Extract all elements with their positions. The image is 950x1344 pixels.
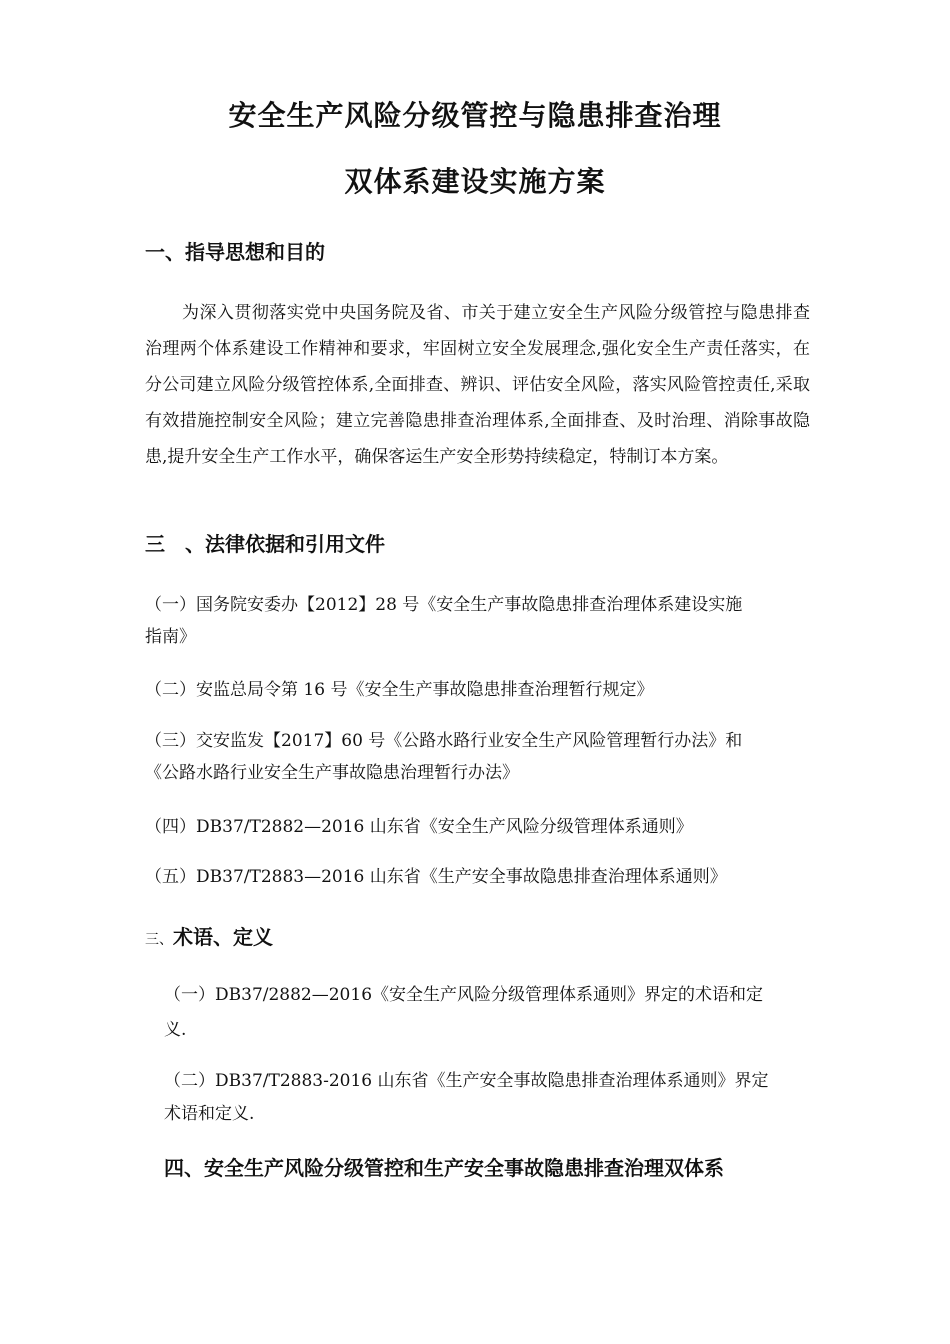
section-heading-terms-prefix: 三、 [145,932,173,948]
terms-item-1-line2: 义. [164,1020,187,1040]
terms-item-1-line1: （一）DB37/2882—2016《安全生产风险分级管理体系通则》界定的术语和定 [164,985,764,1005]
legal-basis-item-3-line1: （三）交安监发【2017】60 号《公路水路行业安全生产风险管理暂行办法》和 [145,731,743,751]
section-heading-terms-text: 术语、定义 [173,925,273,949]
legal-basis-item-1-line1: （一）国务院安委办【2012】28 号《安全生产事故隐患排查治理体系建设实施 [145,595,743,615]
legal-basis-item-3-line2: 《公路水路行业安全生产事故隐患治理暂行办法》 [145,763,519,783]
terms-item-2-line1: （二）DB37/T2883-2016 山东省《生产安全事故隐患排查治理体系通则》界定 [164,1071,769,1091]
legal-basis-item-2: （二）安监总局令第 16 号《安全生产事故隐患排查治理暂行规定》 [145,680,654,700]
guiding-ideas-paragraph: 为深入贯彻落实党中央国务院及省、市关于建立安全生产风险分级管控与隐患排查治理两个体系建设工作精神和要求，牢固树立安全发展理念,强化安全生产责任落实，在分公司建立风险分级管控体系,全面排查、辨识、评估安全风险，落实风险管控责任,采取有效措施控制安全风险；建立完善隐患排查治理体系,全面排查、及时治理、消除事故隐患,提升安全生产工作水平，确保客运生产安全形势持续稳定，特制订本方案。 [145,303,810,467]
section-heading-dual-system: 四、安全生产风险分级管控和生产安全事故隐患排查治理双体系 [164,1156,724,1180]
document-title-line1: 安全生产风险分级管控与隐患排查治理 [228,99,722,132]
section-heading-terms [145,921,273,950]
terms-item-2-line2: 术语和定义. [164,1104,255,1124]
legal-basis-item-4: （四）DB37/T2882—2016 山东省《安全生产风险分级管理体系通则》 [145,817,693,837]
section-heading-legal-basis: 三 、法律依据和引用文件 [145,532,385,556]
document-title-line2: 双体系建设实施方案 [344,165,606,198]
legal-basis-item-5: （五）DB37/T2883—2016 山东省《生产安全事故隐患排查治理体系通则》 [145,867,727,887]
legal-basis-item-1-line2: 指南》 [145,627,196,647]
section-heading-guiding-ideas: 一、指导思想和目的 [145,240,325,264]
